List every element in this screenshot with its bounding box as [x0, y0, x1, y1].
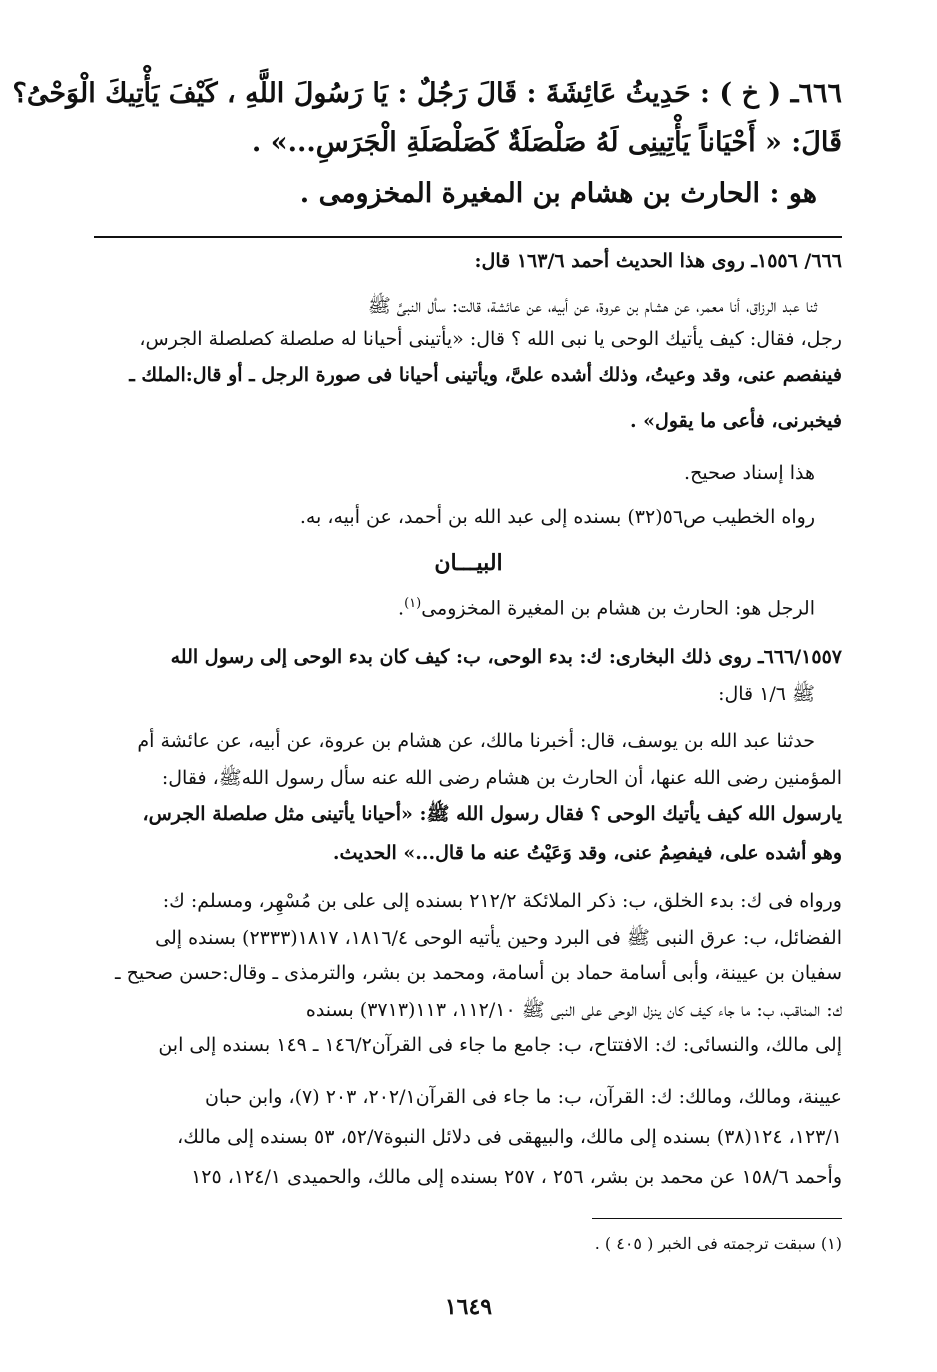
section-1557-heading: ٦٦٦/١٥٥٧ـ روى ذلك البخارى: ك: بدء الوحى، ب: كيف كان بدء الوحى إلى رسول الله — [170, 646, 842, 668]
hadith-line-1: ٦٦٦ـ ( خ ) : حَدِيثُ عَائِشَةَ : قَالَ رَجُلٌ : يَا رَسُولَ اللَّهِ ، كَيْفَ يَأْتِيكَ الْوَحْىُ؟ — [12, 78, 842, 109]
bayan-heading: البيـــان — [434, 550, 503, 576]
section-1557-line: وهو أشده على، فيفصِمُ عنى، وقد وَعَيْتُ عنه ما قال...» الحديث. — [332, 842, 842, 864]
takhrij-line: سفيان بن عيينة، وأبى أسامة حماد بن أسامة، ومحمد بن بشر، والترمذى ـ وقال:حسن صحيح ـ — [115, 962, 842, 984]
section-1557-heading-cont: ﷺ ١/٦ قال: — [718, 683, 815, 705]
section-1556-heading: ٦٦٦/ ١٥٥٦ـ روى هذا الحديث أحمد ١٦٣/٦ قال: — [474, 250, 842, 272]
section-1557-line: حدثنا عبد الله بن يوسف، قال: أخبرنا مالك، عن هشام بن عروة، عن أبيه، عن عائشة أم — [137, 730, 815, 752]
footnote-rule — [592, 1218, 842, 1219]
footnote: (١) سبقت ترجمته فى الخبر ( ٤٠٥ ) . — [594, 1234, 842, 1253]
page-number: ١٦٤٩ — [444, 1294, 493, 1320]
section-1556-line: رجل، فقال: كيف يأتيك الوحى يا نبى الله ؟ قال: «يأتينى أحيانا له صلصلة كصلصلة الجرس، — [139, 328, 842, 350]
section-1556-line: ثنا عبد الرزاق، أنا معمر، عن هشام بن عروة، عن أبيه، عن عائشة، قالت: سأل النبىَّ ﷺ — [367, 295, 817, 317]
bayan-main-text: الرجل هو: الحارث بن هشام بن المغيرة المخزومى — [421, 597, 815, 620]
footnote-ref: (١) — [404, 596, 422, 611]
section-1557-line: المؤمنين رضى الله عنها، أن الحارث بن هشام رضى الله عنه سأل رسول اللهﷺ، فقال: — [161, 767, 842, 789]
takhrij-line: إلى مالك، والنسائى: ك: الافتتاح، ب: جامع ما جاء فى القرآن١٤٦/٢ ـ ١٤٩ بسنده إلى ابن — [158, 1034, 842, 1056]
bayan-text — [95, 596, 815, 619]
hadith-line-3: هو : الحارث بن هشام بن المغيرة المخزومى . — [299, 178, 817, 209]
takhrij-line: ورواه فى ك: بدء الخلق، ب: ذكر الملائكة ٢١٢/٢ بسنده إلى على بن مُسْهِر، ومسلم: ك: — [162, 890, 842, 912]
section-1556-line: فينفصم عنى، وقد وعيتُ، وذلك أشده علىَّ، ويأتينى أحيانا فى صورة الرجل ـ أو قال:الملك ـ — [129, 364, 842, 386]
hadith-line-2: قَالَ: « أَحْيَاناً يَأْتِينِى لَهُ صَلْصَلَةٌ كَصَلْصَلَةِ الْجَرَسِ...» . — [251, 127, 842, 158]
takhrij-line: عيينة، ومالك، ومالك: ك: القرآن، ب: ما جاء فى القرآن٢٠٢/١، ٢٠٣ (٧)، وابن حبان — [204, 1086, 842, 1108]
section-divider — [94, 236, 842, 238]
bayan-end: . — [398, 597, 405, 620]
takhrij-line: وأحمد ١٥٨/٦ عن محمد بن بشر، ٢٥٦ ، ٢٥٧ بسنده إلى مالك، والحميدى ١٢٤/١، ١٢٥ — [191, 1166, 842, 1188]
takhrij-line: ك: المناقب، ب: ما جاء كيف كان ينزل الوحى على النبى ﷺ ١١٢/١٠، ١١٣(٣٧١٣) بسنده — [305, 999, 842, 1021]
section-1556-line: فيخبرنى، فأعى ما يقول» . — [629, 410, 842, 432]
section-1557-line: يارسول الله كيف يأتيك الوحى ؟ فقال رسول الله ﷺ: «أحيانا يأتينى مثل صلصلة الجرس، — [142, 803, 842, 825]
takhrij-line: ١٢٣/١، ١٢٤(٣٨) بسنده إلى مالك، والبيهقى فى دلائل النبوة٥٢/٧، ٥٣ بسنده إلى مالك، — [177, 1126, 842, 1148]
isnad-grade: هذا إسناد صحيح. — [684, 462, 815, 484]
khatib-note: رواه الخطيب ص٥٦(٣٢) بسنده إلى عبد الله بن أحمد، عن أبيه، به. — [299, 506, 815, 528]
takhrij-line: الفضائل، ب: عرق النبى ﷺ فى البرد وحين يأتيه الوحى ١٨١٦/٤، ١٨١٧(٢٣٣٣) بسنده إلى — [155, 927, 842, 949]
